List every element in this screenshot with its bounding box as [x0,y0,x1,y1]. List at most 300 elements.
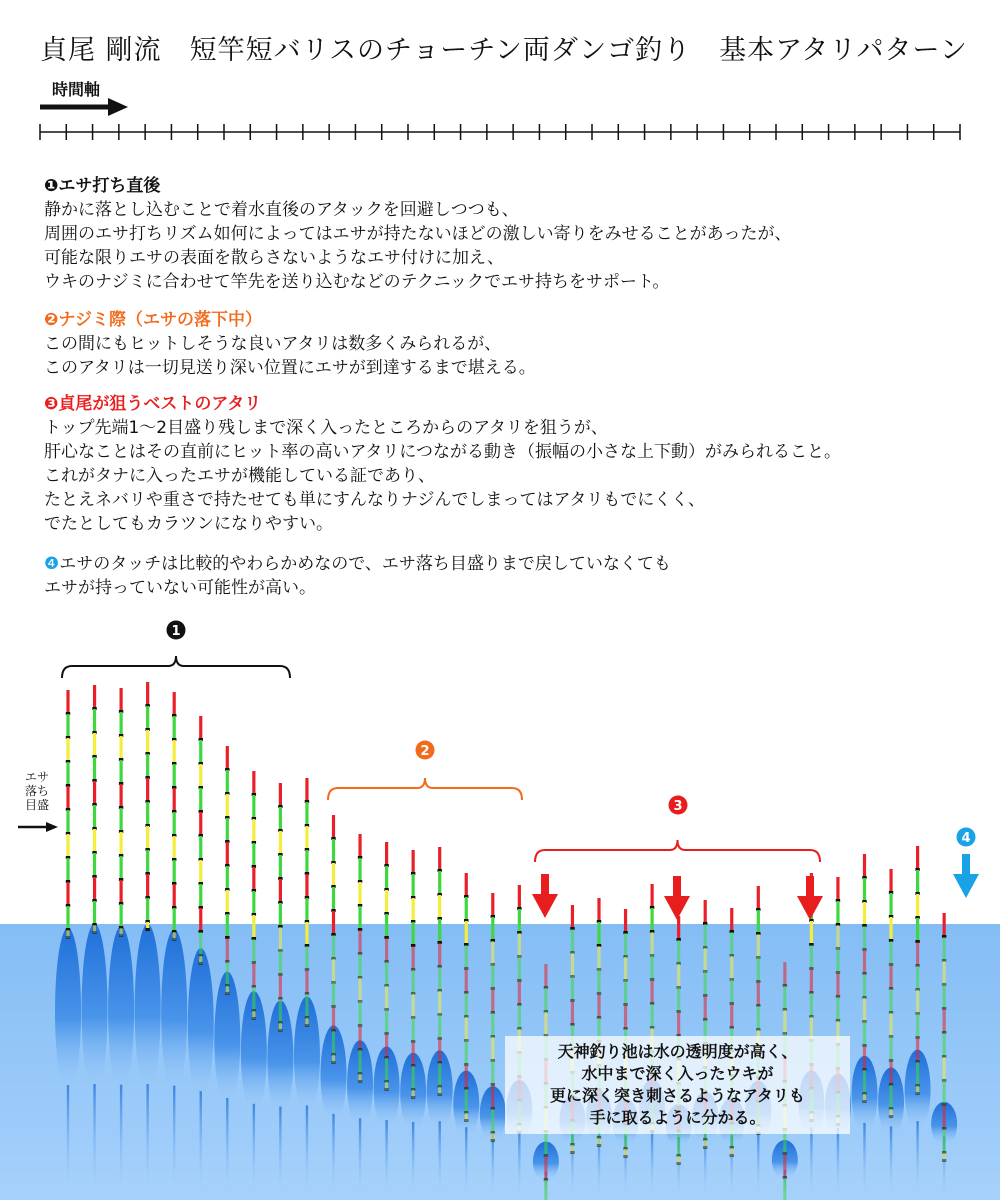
float-top-segment [916,1062,919,1086]
float-body [161,929,187,1095]
float-leg [173,1086,175,1200]
float-tick [597,1144,601,1147]
float-top-segment [226,770,229,794]
float-top-segment [783,1010,786,1034]
float-top-segment [704,924,707,948]
float-tick [199,962,203,965]
float-top-segment [173,860,176,884]
float-top-segment [358,834,361,858]
float-top-segment [863,1022,866,1046]
float-top-segment [836,901,839,925]
section-3-line: でたとしてもカラツンになりやすい。 [44,514,333,534]
float-top-segment [146,802,149,826]
note-line: 天神釣り池は水の透明度が高く、 [557,1042,798,1061]
float-top-segment [146,850,149,874]
float-leg [518,1130,520,1200]
section-3-line: 肝心なことはその直前にヒット率の高いアタリにつながる動き（振幅の小さな上下動）がみられること。 [44,442,841,462]
float-top-segment [943,1033,946,1057]
float-tick [676,1162,680,1165]
float-top-segment [305,946,308,970]
float-top-segment [358,1026,361,1050]
float-top-segment [863,974,866,998]
float-tick [358,1080,362,1083]
float-top-segment [810,921,813,945]
phase-4-badge-text: 4 [961,831,971,846]
float-top-segment [677,916,680,940]
float-top-segment [465,921,468,945]
float-tick [942,1159,946,1162]
float-top-segment [226,938,229,962]
float-top-segment [385,1058,388,1082]
float-top-segment [438,1039,441,1063]
float-body [188,948,214,1101]
float-top-segment [199,740,202,764]
float-top-segment [385,1010,388,1034]
float-top-segment [677,964,680,988]
float-top-segment [757,886,760,910]
float-top-segment [199,932,202,956]
float-top-segment [916,1014,919,1038]
float-top-segment [412,922,415,946]
section-3-line: たとえネバリや重さで持たせても単にすんなりナジんでしまってはアタリもでにくく、 [44,490,705,510]
float-top-segment [146,778,149,802]
float-top-segment [491,1061,494,1085]
section-3-line: トップ先端1～2目盛り残しまで深く入ったところからのアタリを狙うが、 [44,418,608,438]
float-top-segment [332,1031,335,1055]
float-top-segment [730,908,733,932]
float-top-segment [438,847,441,871]
float-leg [837,1128,839,1200]
annotations [18,621,979,921]
float-top-segment [412,898,415,922]
float-top-segment [332,815,335,839]
float-top-segment [305,922,308,946]
float-top-segment [677,1132,680,1156]
phase-2-badge [416,741,435,760]
float-top-segment [252,939,255,963]
hit-arrow-icon [532,874,558,918]
float-leg [412,1122,414,1200]
esa-ochi-label-line: 落ち [24,784,49,798]
page-title: 貞尾 剛流 短竿短バリスのチョーチン両ダンゴ釣り 基本アタリパターン [40,35,968,66]
section-1-heading: ❶エサ打ち直後 [44,176,161,196]
float-top-segment [916,918,919,942]
float-top-segment [279,927,282,951]
section-3-heading: ❸貞尾が狙うベストのアタリ [44,394,262,414]
float-top-segment [279,855,282,879]
float-top-segment [730,932,733,956]
section-3-line: これがタナに入ったエサが機能している証であり、 [44,466,435,486]
float-top-segment [252,795,255,819]
float-top-segment [332,959,335,983]
float-leg [332,1114,334,1200]
float-top-segment [332,935,335,959]
float-top-segment [146,874,149,898]
float-tick [331,1061,335,1064]
float-top-segment [385,890,388,914]
float-top-segment [279,807,282,831]
float-top-segment [491,1037,494,1061]
float-top-segment [412,850,415,874]
float-top-segment [571,1001,574,1025]
float-top-segment [93,709,96,733]
float-leg [465,1127,467,1200]
float-top-segment [173,908,176,932]
float-top-segment [385,866,388,890]
float-top-segment [544,1132,547,1156]
float-top-segment [491,941,494,965]
bracket-phase-2 [328,778,522,800]
hit-arrow-icon-head [664,896,690,920]
float-top-segment [332,887,335,911]
float-top-segment [279,879,282,903]
float-top-segment [358,954,361,978]
float-tick [889,1115,893,1118]
float-top-segment [889,965,892,989]
section-3 [44,392,841,536]
float-top-segment [491,1013,494,1037]
float-top-segment [226,794,229,818]
hit-arrow-icon-head [797,896,823,920]
float-body [55,928,81,1095]
float-top-segment [651,884,654,908]
section-4-line: エサが持っていない可能性が高い。 [44,578,316,598]
float-top-segment [651,908,654,932]
float-tick [623,1155,627,1158]
float-leg [67,1085,69,1200]
float-top-segment [704,900,707,924]
float-top-segment [385,938,388,962]
float-top-segment [412,874,415,898]
float-top-segment [943,1105,946,1129]
section-4-line-1 [44,552,671,576]
float-top-segment [120,856,123,880]
float-top-segment [491,1109,494,1133]
float-top-segment [863,950,866,974]
float-top-segment [438,1015,441,1039]
float-top-segment [146,826,149,850]
section-4-marker: ❹ [44,554,60,574]
float-top-segment [624,1005,627,1029]
float-diagram [0,600,1000,1200]
float-top-segment [465,969,468,993]
float-top-segment [571,953,574,977]
float-top-segment [120,760,123,784]
float-top-segment [544,1012,547,1036]
float-top-segment [704,996,707,1020]
time-axis-label: 時間軸 [52,80,101,99]
float-top-segment [199,836,202,860]
float-top-segment [491,917,494,941]
phase-3-badge [669,796,688,815]
float-top-segment [252,867,255,891]
float-top-segment [863,1070,866,1094]
float-top-segment [624,909,627,933]
float-top-segment [943,1081,946,1105]
float-top-segment [412,946,415,970]
float-top-segment [173,812,176,836]
float-body [108,926,134,1094]
float-top-segment [173,716,176,740]
phase-4-badge [957,828,976,847]
float-top-segment [836,997,839,1021]
float-top-segment [465,1017,468,1041]
float-top-segment [704,972,707,996]
float-top-segment [358,882,361,906]
float-top-segment [66,906,69,930]
float-tick [862,1100,866,1103]
float-leg [863,1123,865,1200]
float-top-segment [120,712,123,736]
float-tick [491,1139,495,1142]
float-top-segment [571,929,574,953]
float-top-segment [66,858,69,882]
float-top-segment [305,898,308,922]
float-top-segment [305,994,308,1018]
float-top-segment [66,738,69,762]
float-top-segment [465,897,468,921]
section-4-text: エサのタッチは比較的やわらかめなので、エサ落ち目盛りまで戻していなくても [59,554,671,574]
float-top-segment [305,850,308,874]
float-leg [651,1130,653,1200]
time-axis [38,118,964,148]
float-top-segment [571,905,574,929]
float-top-segment [199,884,202,908]
float-top-segment [863,878,866,902]
float-top-segment [120,736,123,760]
float-top-segment [836,877,839,901]
float-top-segment [810,945,813,969]
float-top-segment [332,863,335,887]
float-top-segment [305,778,308,802]
phase-1-badge-text: 1 [171,624,181,639]
float-top-segment [252,987,255,1011]
float-top-segment [146,754,149,778]
float-top-segment [93,781,96,805]
float-top-segment [199,764,202,788]
float-top-segment [332,839,335,863]
float-top-segment [93,829,96,853]
float-top-segment [863,854,866,878]
float-leg [492,1132,494,1200]
section-1-line: 周囲のエサ打ちリズム如何によってはエサが持たないほどの激しい寄りをみせることがあったが、 [44,224,792,244]
float-tick [464,1119,468,1122]
float-top-segment [438,871,441,895]
float-top-segment [93,901,96,925]
float-top-segment [730,1004,733,1028]
float-top-segment [916,894,919,918]
float-top-segment [385,842,388,866]
float-top-segment [199,908,202,932]
section-1-line: ウキのナジミに合わせて竿先を送り込むなどのテクニックでエサ持ちをサポート。 [44,272,670,292]
bracket-phase-1 [62,656,290,678]
float-top-segment [199,860,202,884]
float-top-segment [597,970,600,994]
float-top-segment [465,945,468,969]
float-top-segment [279,831,282,855]
float-top-segment [332,1007,335,1031]
float-top-segment [943,985,946,1009]
float-top-segment [173,884,176,908]
float-tick [225,992,229,995]
float-top-segment [465,1065,468,1089]
touch-arrow-icon [953,854,979,898]
float-leg [279,1107,281,1200]
float-top-segment [730,956,733,980]
hit-arrow-icon [797,876,823,920]
float-top-segment [943,961,946,985]
float-top-segment [120,904,123,928]
float-top-segment [863,998,866,1022]
float-top-segment [889,1013,892,1037]
float-top-segment [889,1085,892,1109]
float-top-segment [518,981,521,1005]
float-top-segment [438,895,441,919]
float-tick [172,938,176,941]
float-top-segment [173,740,176,764]
float-top-segment [226,890,229,914]
float-top-segment [465,873,468,897]
float-top-segment [677,940,680,964]
float-tick [305,1024,309,1027]
float-top-segment [889,893,892,917]
float-top-segment [358,906,361,930]
float-top-segment [491,989,494,1013]
float-leg [385,1120,387,1200]
float-leg [890,1126,892,1200]
float-top-segment [66,786,69,810]
float-top-segment [943,1129,946,1153]
float-top-segment [544,1180,547,1200]
float-top-segment [889,989,892,1013]
float-top-segment [438,919,441,943]
section-1-line: 可能な限りエサの表面を散らさないようなエサ付けに加え、 [44,248,505,268]
float-top-segment [173,764,176,788]
float-top-segment [120,832,123,856]
float-tick [145,928,149,931]
float-top-segment [93,877,96,901]
float-top-segment [571,977,574,1001]
float-top-segment [146,682,149,706]
float-top-segment [305,970,308,994]
float-top-segment [120,784,123,808]
float-top-segment [518,957,521,981]
float-top-segment [173,692,176,716]
float-leg [810,1127,812,1200]
float-leg [146,1084,148,1200]
esa-ochi-label [22,770,52,812]
float-top-segment [810,969,813,993]
float-leg [359,1118,361,1200]
float-top-segment [412,1018,415,1042]
float-top-segment [889,941,892,965]
float-top-segment [597,994,600,1018]
float-leg [93,1084,95,1200]
float-top-segment [624,933,627,957]
float-top-segment [863,902,866,926]
float-top-segment [863,926,866,950]
float-top-segment [93,853,96,877]
float-tick [119,934,123,937]
float-tick [411,1096,415,1099]
float-top-segment [226,842,229,866]
float-top-segment [518,885,521,909]
float-top-segment [120,808,123,832]
float-top-segment [279,783,282,807]
section-4 [44,552,671,600]
note-box [505,1036,850,1134]
float-top-segment [916,942,919,966]
float-top-segment [66,690,69,714]
float-top-segment [66,714,69,738]
float-top-segment [358,1050,361,1074]
note-line: 更に深く突き刺さるようなアタリも [550,1086,805,1105]
float-top-segment [624,981,627,1005]
float-top-segment [252,843,255,867]
float-top-segment [651,932,654,956]
float-top-segment [943,937,946,961]
float-top-segment [412,1042,415,1066]
float-tick [252,1017,256,1020]
float-top-segment [120,880,123,904]
float-top-segment [757,934,760,958]
section-1-line: 静かに落とし込むことで着水直後のアタックを回避しつつも、 [44,200,519,220]
float-top-segment [279,903,282,927]
float-top-segment [916,990,919,1014]
bracket-phase-3 [535,840,820,862]
float-top-segment [757,1006,760,1030]
float-top-segment [173,836,176,860]
float-top-segment [226,818,229,842]
float-tick [438,1093,442,1096]
note-line: 水中まで深く入ったウキが [581,1064,774,1083]
float-top-segment [783,1178,786,1200]
float-top-segment [385,1034,388,1058]
float-top-segment [783,1154,786,1178]
float-top-segment [544,964,547,988]
float-top-segment [66,882,69,906]
float-top-segment [305,826,308,850]
float-top-segment [544,1156,547,1180]
float-top-segment [836,973,839,997]
float-top-segment [93,757,96,781]
float-top-segment [597,946,600,970]
float-top-segment [916,966,919,990]
float-top-segment [279,975,282,999]
float-top-segment [518,933,521,957]
float-top-segment [146,706,149,730]
float-top-segment [651,1004,654,1028]
float-leg [757,1130,759,1200]
float-top-segment [943,913,946,937]
float-top-segment [651,956,654,980]
float-top-segment [358,978,361,1002]
float-top-segment [332,983,335,1007]
float-top-segment [943,1009,946,1033]
float-top-segment [358,858,361,882]
float-top-segment [305,802,308,826]
float-top-segment [465,993,468,1017]
float-top-segment [226,914,229,938]
float-top-segment [836,949,839,973]
float-leg [916,1121,918,1200]
float-leg [439,1121,441,1200]
float-top-segment [332,911,335,935]
float-top-segment [120,688,123,712]
float-top-segment [252,963,255,987]
hit-arrow-icon [664,876,690,920]
float-top-segment [438,943,441,967]
